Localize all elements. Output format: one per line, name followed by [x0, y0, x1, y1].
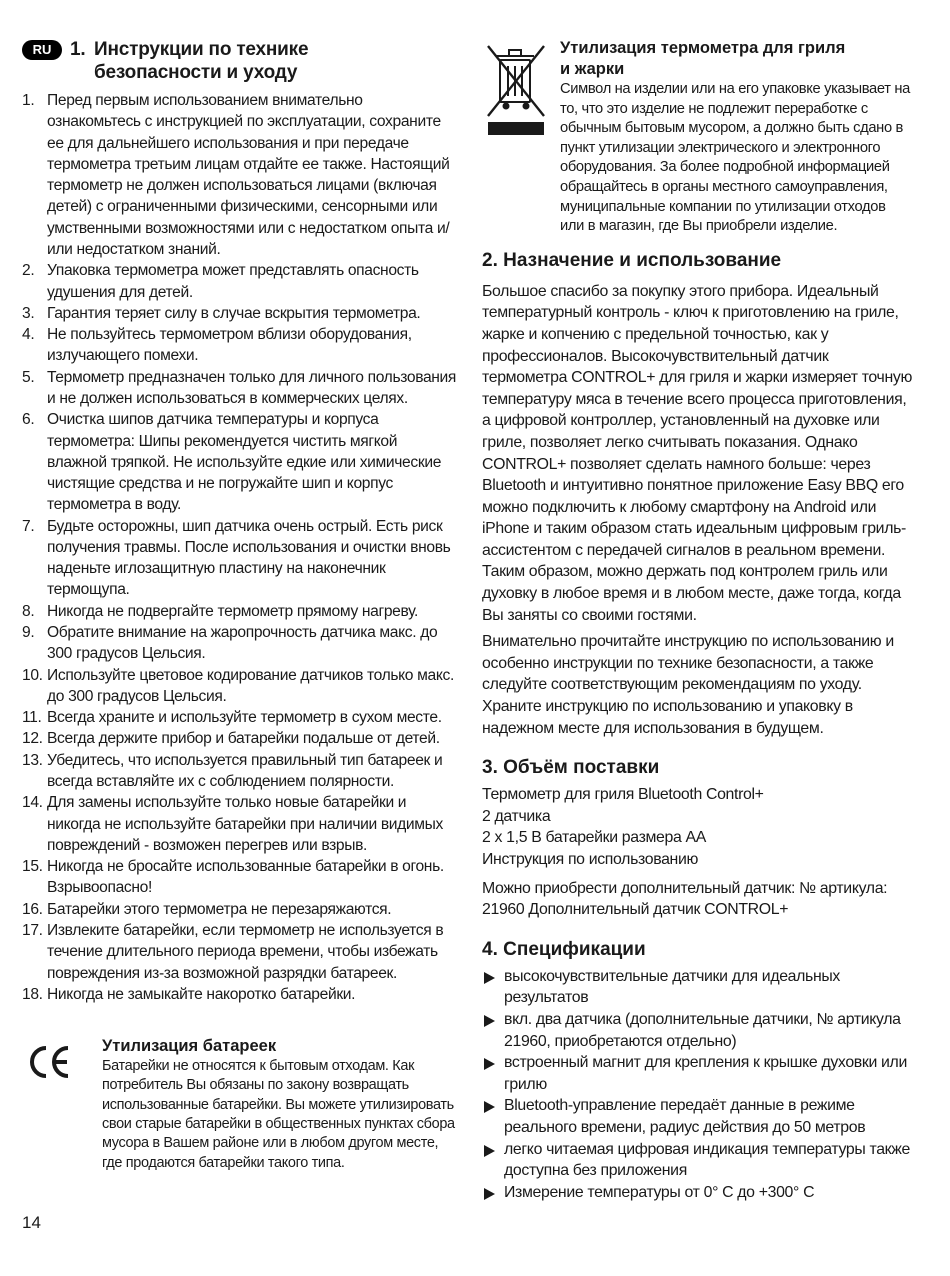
safety-item-text: Батарейки этого термометра не перезаряжаются. [47, 900, 392, 918]
safety-item [22, 728, 458, 749]
safety-item [22, 260, 458, 303]
safety-item-number: 14. [22, 794, 43, 812]
purpose-paragraph-2: Внимательно прочитайте инструкцию по использованию и особенно инструкции по технике безопасности, а также следуйте соответствующим рекомендациям по уходу. Храните инструкцию по использованию и упаковку в надежном месте для использования в будущем. [482, 633, 894, 737]
safety-item-number: 1. [22, 92, 35, 109]
safety-item [22, 622, 458, 665]
ce-mark-icon [26, 1044, 72, 1080]
page-number: 14 [22, 1213, 41, 1232]
safety-item-text: Для замены используйте только новые батарейки и никогда не используйте батарейки при наличии видимых повреждений - возможен перегрев или взрыв. [47, 794, 443, 854]
spec-item-text: встроенный магнит для крепления к крышке духовки или грилю [504, 1054, 907, 1093]
safety-item-text: Перед первым использованием внимательно ознакомьтесь с инструкцией по эксплуатации, сохраните ее для дальнейшего использования и при передаче термометра третьим лицам отдайте ее также. Настоящий термометр не должен использоваться лицами (включая детей) с ограниченными физическими, сенсорными или умственными возможностями или с недостатком опыта и/или недостатком знаний. [47, 92, 450, 258]
safety-item-text: Всегда храните и используйте термометр в сухом месте. [47, 709, 442, 727]
safety-number: 1. [70, 39, 86, 60]
spec-item-text: легко читаемая цифровая индикация температуры также доступна без приложения [504, 1140, 910, 1180]
safety-item-number: 4. [22, 326, 35, 344]
safety-item-text: Никогда не подвергайте термометр прямому нагреву. [47, 602, 418, 620]
language-badge: RU [22, 40, 62, 60]
safety-item-number: 11. [22, 709, 42, 727]
safety-item [22, 792, 458, 856]
left-column [22, 38, 458, 1173]
safety-item [22, 409, 458, 515]
spec-item [482, 1139, 912, 1182]
spec-item [482, 1095, 912, 1138]
safety-item-number: 3. [22, 304, 35, 322]
battery-disposal-text: Батарейки не относятся к бытовым отходам. Как потребитель Вы обязаны по закону возвращать использованные батарейки. Вы можете утилизировать свои старые батарейки в общественных пунктах сбора мусора в Вашем районе или в любом другом месте, где продаются батарейки такого типа. [102, 1058, 455, 1171]
delivery-item: Термометр для гриля Bluetooth Control+ [482, 786, 764, 804]
spec-item [482, 1052, 912, 1095]
safety-item [22, 324, 458, 367]
safety-item-number: 15. [22, 858, 43, 876]
device-disposal [482, 38, 912, 237]
safety-item-text: Никогда не бросайте использованные батарейки в огонь. Взрывоопасно! [47, 858, 444, 897]
device-disposal-title-line2: и жарки [560, 60, 625, 78]
safety-item-text: Очистка шипов датчика температуры и корпуса термометра: Шипы рекомендуется чистить мягкой влажной тряпкой. Не используйте едкие или химические чистящие средства и не погружайте шип и корпус термометра в воду. [47, 411, 442, 514]
safety-item-number: 2. [22, 262, 35, 280]
safety-item-text: Будьте осторожны, шип датчика очень острый. Есть риск получения травмы. После использования и очистки вновь наденьте иглозащитную пластину на наконечник термощупа. [47, 517, 451, 599]
safety-item [22, 90, 458, 260]
safety-item-number: 7. [22, 517, 35, 535]
battery-disposal-title: Утилизация батареек [102, 1037, 277, 1056]
spec-item-text: Bluetooth-управление передаёт данные в режиме реального времени, радиус действия до 50 метров [504, 1097, 866, 1136]
bullet-triangle-icon [484, 1188, 495, 1200]
safety-item [22, 707, 458, 728]
battery-disposal [22, 1036, 458, 1173]
safety-item-number: 6. [22, 411, 35, 429]
spec-item-text: вкл. два датчика (дополнительные датчики, № артикула 21960, приобретаются отдельно) [504, 1010, 901, 1050]
safety-item-number: 17. [22, 921, 43, 939]
device-disposal-title-line1: Утилизация термометра для гриля [560, 39, 846, 57]
safety-item-text: Извлеките батарейки, если термометр не используется в течение длительного периода времени, чтобы избежать повреждения из-за возможной разрядки батареек. [47, 921, 444, 982]
safety-title-line2: безопасности и уходу [94, 62, 298, 83]
crossed-bin-icon [486, 40, 546, 136]
safety-item [22, 303, 458, 324]
delivery-list [482, 784, 912, 870]
safety-item [22, 750, 458, 793]
spec-item [482, 1182, 912, 1204]
bullet-triangle-icon [484, 1058, 495, 1070]
specs-list [482, 966, 912, 1204]
safety-item-text: Всегда держите прибор и батарейки подальше от детей. [47, 730, 440, 748]
safety-item-text: Гарантия теряет силу в случае вскрытия термометра. [47, 304, 421, 322]
specs-title: 4. Спецификации [482, 938, 646, 960]
purpose-title: 2. Назначение и использование [482, 249, 782, 271]
safety-item-number: 10. [22, 666, 43, 684]
bullet-triangle-icon [484, 1101, 495, 1113]
safety-item-number: 13. [22, 751, 43, 769]
safety-item-text: Упаковка термометра может представлять опасность удушения для детей. [47, 262, 419, 301]
safety-item-text: Обратите внимание на жаропрочность датчика макс. до 300 градусов Цельсия. [47, 624, 438, 663]
delivery-item: 2 датчика [482, 807, 551, 825]
spec-item-text: Измерение температуры от 0° C до +300° C [504, 1183, 815, 1201]
spec-item-text: высокочувствительные датчики для идеальных результатов [504, 967, 841, 1007]
safety-item-text: Используйте цветовое кодирование датчиков только макс. до 300 градусов Цельсия. [47, 666, 454, 705]
bullet-triangle-icon [484, 1015, 495, 1027]
safety-item-number: 16. [22, 900, 43, 918]
safety-item-number: 18. [22, 985, 43, 1003]
safety-item-number: 8. [22, 602, 35, 620]
purpose-paragraph-1: Большое спасибо за покупку этого прибора. Идеальный температурный контроль - ключ к приготовлению на гриле, жарке и копчению с предельной точностью, как у профессионалов. Высокочувствительный датчик термометра CONTROL+ для гриля и жарки измеряет точную температуру мяса в течение всего процесса приготовления, а цифровой контроллер, установленный на духовке или гриле, позволяет легко считывать показания. Однако CONTROL+ позволяет сделать намного больше: через Bluetooth и интуитивно понятное приложение Easy BBQ его можно подключить к любому смартфону на Android или iPhone и таким образом стать идеальным цифровым гриль-ассистентом с передачей сигналов в реальном времени. Таким образом, можно держать под контролем гриль или духовку в любое время и в любом месте, даже тогда, когда Вы заняты со своими гостями. [482, 282, 912, 624]
delivery-title: 3. Объём поставки [482, 757, 660, 779]
safety-item-text: Термометр предназначен только для личного пользования и не должен использоваться в коммерческих целях. [47, 368, 457, 407]
safety-item [22, 899, 458, 920]
safety-list [22, 90, 458, 1005]
device-disposal-text: Символ на изделии или на его упаковке указывает на то, что это изделие не подлежит переработке с обычным бытовым мусором, а должно быть сдано в пункт утилизации электрического и электронного оборудования. За более подробной информацией обращайтесь в органы местного самоуправления, муниципальные компании по утилизации отходов или в магазин, где Вы приобрели изделие. [560, 81, 910, 235]
bullet-triangle-icon [484, 972, 495, 984]
safety-item-number: 9. [22, 624, 35, 642]
safety-item [22, 665, 458, 708]
safety-title [70, 38, 458, 84]
safety-item [22, 984, 458, 1005]
delivery-item: 2 x 1,5 В батарейки размера AA [482, 829, 706, 847]
device-disposal-title [560, 38, 912, 80]
safety-item-number: 12. [22, 730, 43, 748]
safety-item-text: Не пользуйтесь термометром вблизи оборудования, излучающего помехи. [47, 326, 412, 365]
safety-item [22, 856, 458, 899]
delivery-accessory: Можно приобрести дополнительный датчик: № артикула: 21960 Дополнительный датчик CONTROL+ [482, 879, 888, 919]
bullet-triangle-icon [484, 1145, 495, 1157]
safety-item-text: Никогда не замыкайте накоротко батарейки. [47, 985, 356, 1003]
spec-item [482, 966, 912, 1009]
safety-item [22, 367, 458, 410]
delivery-item: Инструкция по использованию [482, 851, 699, 868]
spec-item [482, 1009, 912, 1052]
safety-item [22, 516, 458, 601]
safety-heading [22, 38, 458, 84]
right-column [482, 38, 912, 1203]
safety-item [22, 601, 458, 622]
safety-item-number: 5. [22, 368, 35, 386]
safety-title-line1: Инструкции по технике [94, 39, 309, 60]
safety-item-text: Убедитесь, что используется правильный тип батареек и всегда вставляйте их с соблюдением полярности. [47, 751, 443, 790]
safety-item [22, 920, 458, 984]
